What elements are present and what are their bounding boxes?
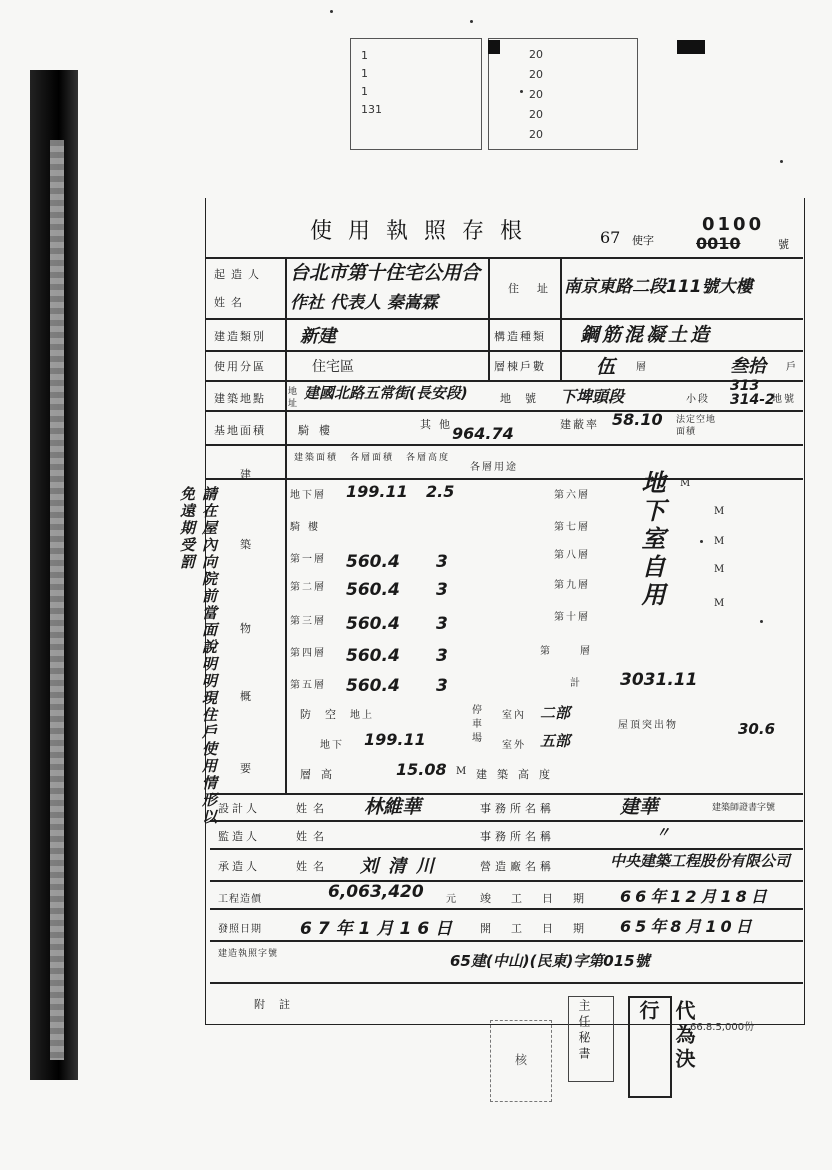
- structure-value: 鋼筋混凝土造: [580, 324, 713, 346]
- rule: [205, 318, 803, 320]
- defense-above: 地上: [350, 710, 374, 721]
- rule: [210, 880, 803, 882]
- speck: [760, 620, 763, 623]
- floor-name: 騎樓: [290, 522, 326, 533]
- m-unit: M: [714, 598, 727, 609]
- height-label: 層高: [300, 768, 342, 781]
- parking-label: 停車場: [472, 705, 484, 744]
- floor-area: 560.4: [346, 552, 400, 572]
- m-unit: M: [714, 506, 727, 517]
- other-value: 964.74: [452, 424, 514, 443]
- rule: [205, 350, 803, 352]
- floor-area: 560.4: [346, 580, 400, 600]
- households-value: 叁拾: [730, 356, 766, 377]
- upper-floor-table: [540, 478, 800, 700]
- applicant-value-2: 作社 代表人 秦嵩霖: [290, 293, 438, 313]
- floor-area: 560.4: [346, 614, 400, 634]
- rule: [560, 257, 562, 381]
- col-header-floor-area: 各層面積: [350, 453, 395, 463]
- serial-suffix: 號: [778, 238, 789, 251]
- site-label: 建築地點: [214, 392, 266, 405]
- cover-value: 58.10: [612, 410, 663, 429]
- speck: [470, 20, 473, 23]
- cost-value: 6,063,420: [328, 882, 424, 902]
- supervisor-office-label: 事務所名稱: [480, 830, 555, 843]
- floor-name: 第三層: [290, 616, 326, 627]
- floor-name: 地下層: [290, 490, 326, 501]
- start-label: 開工日期: [480, 922, 604, 935]
- upper-floor-name: 第九層: [554, 580, 590, 591]
- stamp-approve-text: 核: [514, 1053, 527, 1067]
- upper-floor-name: 第八層: [554, 550, 590, 561]
- designer-name: 林維華: [364, 796, 422, 818]
- building-section-2: 築: [240, 538, 257, 551]
- floors-value: 伍: [596, 356, 616, 378]
- site-value: 建國北路五常街(長安段): [304, 384, 468, 402]
- structure-label: 構造種類: [494, 330, 546, 343]
- rule: [210, 940, 803, 942]
- floor-height: 3: [436, 676, 448, 696]
- category-label: 建造類別: [214, 330, 266, 343]
- address-label: 住址: [508, 282, 566, 295]
- m-unit: M: [680, 478, 693, 489]
- height-value: 15.08: [396, 760, 447, 779]
- floors-label: 層棟戶數: [494, 360, 546, 373]
- floor-name: 第一層: [290, 554, 326, 565]
- floors-unit: 層: [636, 362, 648, 373]
- contractor-firm: 中央建築工程股份有限公司: [610, 852, 791, 870]
- usage-note: 地下室自用: [637, 470, 665, 610]
- speck: [780, 160, 783, 163]
- binding-strip: [50, 140, 64, 1060]
- area-label: 基地面積: [214, 424, 266, 437]
- height-unit: M: [456, 766, 469, 777]
- footer-code: 66.8.5,000份: [690, 1022, 755, 1033]
- building-section-5: 要: [240, 762, 257, 775]
- rule: [285, 257, 287, 794]
- cover-label: 建蔽率: [560, 418, 599, 431]
- applicant-label: 起造人: [214, 268, 265, 281]
- zone-label: 使用分區: [214, 360, 266, 373]
- page-title: 使用執照存根: [310, 219, 539, 244]
- floor-area: 199.11: [346, 482, 408, 501]
- contractor-name: 刘清川: [360, 856, 444, 877]
- contractor-name-label: 姓名: [296, 860, 330, 873]
- supervisor-name-label: 姓名: [296, 830, 330, 843]
- upper-floor-name: 第十層: [554, 612, 590, 623]
- lot-value: 下埤頭段: [560, 387, 625, 406]
- col-header-height: 各層高度: [406, 453, 451, 463]
- lot-sub: 小段: [686, 394, 710, 405]
- lot-label: 地號: [500, 392, 550, 405]
- rule: [205, 380, 803, 382]
- permit-label: 建造執照字號: [218, 949, 279, 959]
- stamp-secretary-text: 主任秘書: [577, 999, 591, 1063]
- col-header-usage: 各層用途: [470, 462, 518, 473]
- rule: [210, 820, 803, 822]
- building-section-4: 概: [240, 690, 257, 703]
- header-mark-black-2: [677, 40, 705, 54]
- defense-value: 199.11: [364, 730, 426, 749]
- stamp-secretary: [568, 996, 614, 1082]
- stamp-decision: [628, 996, 696, 1098]
- finish-date: 66年12月18日: [620, 887, 771, 906]
- floor-height: 3: [436, 646, 448, 666]
- other-label: 其他: [420, 418, 458, 431]
- total-label: 計: [570, 678, 582, 689]
- header-stamp-right: 20 20 20 20 20: [488, 38, 638, 150]
- floor-name: 第五層: [290, 680, 326, 691]
- m-unit: M: [714, 564, 727, 575]
- category-value: 新建: [300, 326, 336, 347]
- defense-below: 地下: [320, 740, 344, 751]
- building-height-label: 建築高度: [476, 768, 560, 781]
- designer-label: 設計人: [218, 802, 260, 815]
- license-label: 建築師證書字號: [712, 803, 776, 813]
- header-stamp-left: 1 1 1 131: [350, 38, 482, 150]
- permit-value: 65建(中山)(民東)字第015號: [450, 952, 650, 970]
- note-label: 附註: [254, 998, 304, 1011]
- building-section-3: 物: [240, 622, 257, 635]
- finish-label: 竣工日期: [480, 892, 604, 905]
- floor-height: 2.5: [426, 482, 455, 501]
- parking-in: 室內: [502, 710, 526, 721]
- lot-num-2: 314-2: [730, 392, 775, 408]
- parking-in-value: 二部: [540, 704, 571, 722]
- defense-label: 防空: [300, 708, 350, 721]
- cost-yuan: 元: [446, 894, 458, 905]
- speck: [520, 90, 523, 93]
- supervisor-office: 〃: [656, 825, 670, 841]
- rule: [205, 410, 803, 412]
- m-unit: M: [714, 536, 727, 547]
- floor-area: 560.4: [346, 646, 400, 666]
- households-unit: 戶: [786, 362, 798, 373]
- contractor-label: 承造人: [218, 860, 260, 873]
- zone-value: 住宅區: [312, 359, 354, 375]
- arcade-label: 騎樓: [298, 424, 340, 437]
- issue-label: 發照日期: [218, 924, 262, 935]
- cost-label: 工程造價: [218, 894, 262, 905]
- floor-table: [290, 480, 550, 700]
- floor-height: 3: [436, 552, 448, 572]
- header-mark-black: [488, 40, 500, 54]
- designer-name-label: 姓名: [296, 802, 330, 815]
- total-value: 3031.11: [620, 670, 698, 690]
- speck: [700, 540, 703, 543]
- stamp-approve: [490, 1020, 552, 1102]
- contractor-firm-label: 營造廠名稱: [480, 860, 555, 873]
- upper-floor-name: 第七層: [554, 522, 590, 533]
- speck: [330, 10, 333, 13]
- start-date: 65年8月10日: [620, 917, 756, 936]
- site-sub: 地址: [288, 387, 300, 409]
- upper-floor-name: 第層: [540, 646, 620, 657]
- upper-floor-name: 第六層: [554, 490, 590, 501]
- floor-name: 第四層: [290, 648, 326, 659]
- roof-value: 30.6: [738, 720, 776, 738]
- col-header-area: 建築面積: [294, 453, 339, 463]
- floor-area: 560.4: [346, 676, 400, 696]
- lot-num-1: 313: [730, 378, 760, 394]
- issue-date: 67年1月16日: [300, 919, 459, 939]
- rule: [210, 793, 803, 795]
- address-value: 南京東路二段111號大樓: [564, 277, 753, 297]
- serial-struck: 0010: [696, 234, 741, 253]
- designer-office-label: 事務所名稱: [480, 802, 555, 815]
- designer-office: 建華: [620, 796, 659, 818]
- rule: [210, 982, 803, 984]
- serial-number: 0100: [702, 214, 765, 235]
- rule: [205, 444, 803, 446]
- legal-label: 法定空地面積: [676, 415, 717, 437]
- floor-height: 3: [436, 614, 448, 634]
- rule: [488, 257, 490, 381]
- name-label: 姓名: [214, 296, 248, 309]
- serial-label: 使字: [632, 234, 654, 247]
- building-section-1: 建: [240, 468, 257, 481]
- parking-out: 室外: [502, 740, 526, 751]
- supervisor-label: 監造人: [218, 830, 260, 843]
- floor-height: 3: [436, 580, 448, 600]
- lot-suffix: 地號: [772, 394, 796, 405]
- applicant-value: 台北市第十住宅公用合: [290, 262, 481, 284]
- parking-out-value: 五部: [540, 732, 571, 750]
- rule: [210, 908, 803, 910]
- serial-year: 67: [600, 228, 621, 247]
- stamp-decision-text: 代為決行: [636, 1000, 696, 1072]
- roof-label: 屋頂突出物: [618, 720, 678, 731]
- floor-name: 第二層: [290, 582, 326, 593]
- side-note: 請在屋內向院前當面說明明現住戶使用情形以免遠期受罰: [178, 486, 218, 826]
